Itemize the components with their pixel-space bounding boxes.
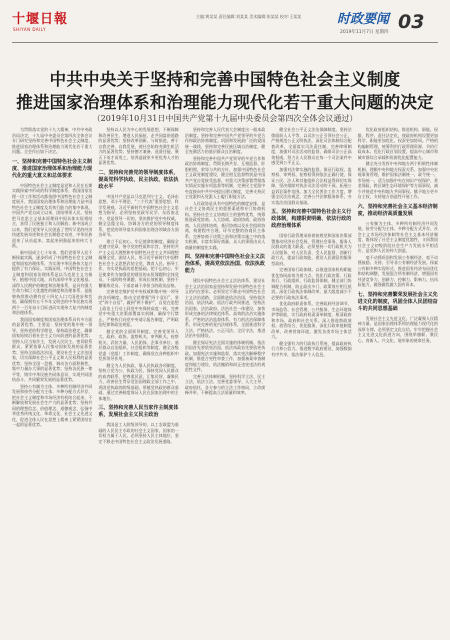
- body-paragraph: 建设中国特色社会主义法治体系、建设社会主义法治国家是坚持和发展中国特色社会主义的内在要求。必须坚定不移走中国特色社会主义法治道路，全面推进依法治国，坚持依法治国、依法执政、依法行政共同推进，坚持法治国家、法治政府、法治社会一体建设，加快形成完备的法律规范体系、高效的法治实施体系、严密的法治监督体系、有力的法治保障体系，形成完善的党内法规体系，全面推进科学立法、严格执法、公正司法、全民守法，推进法治中国建设。: [184, 278, 266, 338]
- article-column: [12, 127, 92, 635]
- issue-date: 2019年11月7日 星期四: [340, 30, 389, 35]
- body-paragraph: 我国国家制度和国家治理体系具有多方面的显著优势，主要是：坚持党的集中统一领导，坚持党的科学理论，保持政治稳定，确保国家始终沿着社会主义方向前进的显著优势；坚持人民当家作主，发展人民民主，密切联系群众，紧紧依靠人民推动国家发展的显著优势；坚持全面依法治国，建设社会主义法治国家，切实保障社会公平正义和人民权利的显著优势；坚持全国一盘棋，调动各方面积极性，集中力量办大事的显著优势；坚持各民族一律平等，铸牢中华民族共同体意识，实现共同团结奋斗、共同繁荣发展的显著优势。: [12, 316, 93, 382]
- section-title: 时政要闻: [337, 12, 390, 27]
- body-paragraph: 完善立法体制机制。坚持科学立法、民主立法、依法立法，完善党委领导、人大主导、政府依托、各方参与的立法工作格局，立改废释并举，不断提高立法质量和效率。: [184, 373, 266, 395]
- body-paragraph: 国家行政管理承担着按照党和国家决策部署推动经济社会发展、管理社会事务、服务人民群众的重大职责。必须坚持一切行政机关为人民服务、对人民负责、受人民监督，创新行政方式，提高行政效能，建设人民满意的服务型政府。: [271, 233, 352, 266]
- section-heading: 六、坚持和完善社会主义基本经济制度，推动经济高质量发展: [357, 203, 438, 217]
- body-paragraph: 坚持以人民为中心的发展思想，不断保障和改善民生、增进人民福祉，走共同富裕道路的显著优势；坚持改革创新、与时俱进，善于自我完善、自我发展，使社会始终充满生机活力的显著优势；坚持德才兼备、选贤任能，聚天下英才而用之，培养造就更多更优秀人才的显著优势。: [98, 127, 179, 165]
- body-paragraph: 坚持公有制为主体、多种所有制经济共同发展和按劳分配为主体、多种分配方式并存，把社会主义制度和市场经济有机结合起来，不断解放和发展社会生产力的显著优势；坚持共同的理想信念、价值理念、道德观念，弘扬中华优秀传统文化、革命文化、社会主义先进文化，促进全体人民在思想上精神上紧紧团结在一起的显著优势。: [12, 383, 93, 427]
- article-body: [12, 127, 438, 635]
- article-column: [185, 127, 265, 635]
- header-divider: [12, 42, 438, 43]
- article-column: [271, 127, 351, 635]
- newspaper-logo: 十堰日報: [12, 12, 69, 27]
- body-paragraph: 健全为人民执政、靠人民执政各项制度。坚持立党为公、执政为民，保持党同人民群众的血肉联系，把尊重民意、汇集民智、凝聚民力、改善民生贯穿党治国理政全部工作之中，巩固党执政的阶级基础，厚植党执政的群众基础，通过完善制度保证人民在国家治理中的主体地位。: [98, 362, 179, 401]
- body-paragraph: 健全保证宪法全面实施的体制机制。依法治国首先要依宪治国，依法执政首先要依宪执政。加强宪法实施和监督，落实宪法解释程序机制，推进合宪性审查工作，加强备案审查制度和能力建设，依法撤销和纠正违宪违法的规范性文件。: [184, 339, 266, 372]
- section-heading: 四、坚持和完善中国特色社会主义法治体系，提高党依法治国、依法执政能力: [184, 254, 265, 274]
- headline-line-1: 中共中央关于坚持和完善中国特色社会主义制度: [49, 70, 401, 89]
- section-heading: 一、坚持和完善中国特色社会主义制度、推进国家治理体系和治理能力现代化的重大意义和总体要求: [12, 158, 93, 179]
- body-paragraph: 新中国成立七十年来，我们党领导人民不断探索实践，逐步形成了中国特色社会主义制度和国家治理体系，为实现中华民族伟大复兴提供了有力保证。实践证明，中国特色社会主义制度和国家治理体系是以马克思主义为指导、植根中国大地、具有深厚中华文化根基、深得人民拥护的制度和治理体系，是具有强大生命力和巨大优越性的制度和治理体系，是能够持续推动拥有近十四亿人口大国进步和发展、确保拥有五千多年文明史的中华民族实现两个一百年奋斗目标进而实现伟大复兴的制度和治理体系。: [12, 249, 93, 315]
- body-paragraph: 坚持和完善人民代表大会制度这一根本政治制度。坚持和完善中国共产党领导的多党合作和政治协商制度。巩固和发展最广泛的爱国统一战线，坚持和完善民族区域自治制度，健全充满活力的基层群众自治制度。: [184, 127, 266, 154]
- newspaper-logo-subtitle: SHIYAN DAILY: [13, 27, 46, 32]
- section-heading: 七、坚持和完善繁荣发展社会主义先进文化的制度，巩固全体人民团结奋斗的共同思想基础: [357, 291, 438, 312]
- body-paragraph: 健全强有力的行政执行系统，提高政府执行力和公信力。推进数字政府建设，加强数据有序共享，依法保护个人信息。: [271, 340, 352, 357]
- body-paragraph: 优化政府组织结构。推进机构、职能、权限、程序、责任法定化，使政府机构设置更加科学、职能更加优化、权责更加协同。严格机构编制管理，统筹利用行政管理资源，节约行政成本。优化行政区划设置，提高中心城市和城市群综合承载和资源优化配置能力。: [357, 127, 439, 160]
- body-paragraph: 健全充分发挥中央和地方两个积极性体制机制。理顺中央和地方权责关系，加强中央宏观事务管理，维护国家法制统一、政令统一、市场统一。适当加强中央在知识产权保护、养老保险、跨区域生态环境保护等方面事权，减少并规范中央和地方共同事权。赋予地方更多自主权，支持地方创造性开展工作。: [357, 161, 439, 199]
- section-heading: 五、坚持和完善中国特色社会主义行政体制，构建职责明确、依法行政的政府治理体系: [271, 209, 352, 229]
- article-column: [98, 127, 178, 635]
- body-paragraph: 加强对法律实施的监督。保证行政权、监察权、审判权、检察权得到依法正确行使，保证公民、法人和其他组织合法权益得到切实保障，坚决排除对执法司法活动的干预。拓展公益诉讼案件范围。加大全民普法工作力度，增强全民法治观念，完善公共法律服务体系，夯实依法治国群众基础。: [271, 166, 352, 205]
- headline-line-2: 推进国家治理体系和治理能力现代化若干重大问题的决定: [16, 93, 434, 112]
- body-paragraph: 完善坚定维护党中央权威和集中统一领导的各项制度。推动全党增强“四个意识”、坚定“四个自信”、做到“两个维护”，自觉在思想上政治上行动上同党中央保持高度一致。完善党中央重大决策部署落实机制，确保令行禁止。严格执行向党中央请示报告制度，严明政治纪律和政治规矩。: [98, 289, 179, 327]
- body-paragraph: 毫不动摇巩固和发展公有制经济，毫不动摇鼓励、支持、引导非公有制经济发展。探索公有制多种实现形式，推进国有经济布局优化和结构调整，发展混合所有制经济，增强国有经济竞争力、创新力、控制力、影响力、抗风险能力，做强做优做大国有资本。: [357, 254, 439, 287]
- body-paragraph: 中国共产党是以马克思列宁主义、毛泽东思想、邓小平理论、“三个代表”重要思想、科学发展观、习近平新时代中国特色社会主义思想为指导，必须坚持党政军民学、东西南北中，党是领导一切的，坚决维护党中央权威，健全总揽全局、协调各方的党的领导制度体系，把党的领导落实到国家治理各领域各方面各环节。: [98, 193, 179, 237]
- page-number: 03: [398, 11, 425, 33]
- body-paragraph: 健全党的全面领导制度。完善党领导人大、政府、政协、监察机关、审判机关、检察机关、武装力量、人民团体、企事业单位、基层群众自治组织、社会组织等制度，健全各级党委（党组）工作制度，确保党在各种组织中发挥领导作用。: [98, 328, 179, 361]
- masthead: [0, 0, 450, 42]
- section-heading: 二、坚持和完善党的领导制度体系，提高党科学执政、民主执政、依法执政水平: [98, 169, 179, 190]
- body-paragraph: 中国特色社会主义制度是党和人民在长期实践探索中形成的科学制度体系，我国国家治理一切工作和活动都依照中国特色社会主义制度展开，我国国家治理体系和治理能力是中国特色社会主义制度及其执行能力的集中体现。中国共产党自成立以来，团结带领人民，坚持把马克思主义基本原理同中国具体实际相结合，获得了民族独立和人民解放；新中国成立以来，我们党领导人民创造了世所罕见的经济快速发展奇迹和社会长期稳定奇迹，中华民族迎来了从站起来、富起来到强起来的伟大飞跃。: [12, 182, 93, 248]
- body-paragraph: 发展社会主义先进文化、广泛凝聚人民精神力量，是国家治理体系和治理能力现代化的深厚支撑。必须坚定文化自信，牢牢把握社会主义先进文化前进方向，围绕举旗帜、聚民心、育新人、兴文化、展形象的使命任务。: [357, 315, 439, 343]
- section-heading: 三、坚持和完善人民当家作主制度体系，发展社会主义民主政治: [98, 405, 179, 418]
- body-paragraph: 我国是工人阶级领导的、以工农联盟为基础的人民民主专政的社会主义国家，国家的一切权力属于人民。必须坚持人民主体地位，坚定不移走中国特色社会主义政治发展道路。: [98, 422, 179, 444]
- body-paragraph: 坚持和完善中国共产党领导的多党合作和政治协商制度。贯彻长期共存、互相监督、肝胆相照、荣辱与共的方针，加强中国特色社会主义政党制度建设，健全相互监督特别是中国共产党自觉接受监督、对重大决策部署贯彻落实情况实施专项监督等机制，完善民主党派中央直接向中共中央提出建议制度，完善支持民主党派和无党派人士履行职能方法。: [184, 155, 266, 199]
- editor-credits: 主编:黄某某 责任编辑:刘某某 美术编辑:张某某 校对:王某某: [196, 14, 302, 19]
- body-paragraph: 优化政府职责体系。完善政府经济调节、市场监管、社会管理、公共服务、生态环境保护等职能，实行政府权责清单制度，厘清政府和市场、政府和社会关系。深入推进简政放权、放管结合、优化服务，深化行政审批制度改革，改善营商环境，激发各类市场主体活力。: [271, 301, 352, 339]
- headline-subtitle: （2019年10月31日中国共产党第十九届中央委员会第四次全体会议通过）: [92, 114, 358, 123]
- body-paragraph: 为贯彻落实党的十九大精神，中共中央政治局决定，十九届中央委员会第四次全体会议专门研究坚持和完善中国特色社会主义制度、推进国家治理体系和治理能力现代化若干重大问题。全会作出如下决定。: [12, 127, 93, 154]
- body-paragraph: 健全社会公平正义法治保障制度。坚持法律面前人人平等，以司法公正引领社会公正，严格规范公正文明执法，深化司法体制综合配套改革，全面落实司法责任制，完善律师制度，加强对司法活动的监督，确保司法公正高效权威，努力让人民群众在每一个司法案件中感受到公平正义。: [271, 127, 352, 165]
- body-paragraph: 公有制为主体、多种所有制经济共同发展，按劳分配为主体、多种分配方式并存，社会主义市场经济体制等社会主义基本经济制度，既体现了社会主义制度优越性，又同我国社会主义初级阶段社会生产力发展水平相适应，是党和人民的伟大创造。: [357, 220, 439, 253]
- article-column: [358, 127, 438, 635]
- body-paragraph: 完善国家行政体制。以推进国家机构职能优化协同高效为着力点，优化行政决策、行政执行、行政组织、行政监督体制。健全部门协调配合机制，防止政出多门、政策效应相互抵消。深化行政执法体制改革，最大限度减少不必要的行政执法事项。: [271, 267, 352, 300]
- body-paragraph: 建立不忘初心、牢记使命的制度。确保全党遵守党章，恪守党的性质和宗旨，坚持用共产主义远大理想和中国特色社会主义共同理想凝聚全党、团结人民，用习近平新时代中国特色社会主义思想武装全党、教育人民、指导工作，夯实党执政的思想基础。把不忘初心、牢记使命作为加强党的建设的永恒课题和全体党员、干部的终身课题，形成长效机制，坚持不懈锤炼党员、干部忠诚干净担当的政治品格。: [98, 238, 179, 288]
- body-paragraph: 人民政协是具有中国特色的制度安排，是社会主义协商民主的重要渠道和专门协商机构。坚持社会主义协商民主的独特优势，统筹推进政党协商、人大协商、政府协商、政协协商、人民团体协商、基层协商以及社会组织协商，构建程序合理、环节完整的协商民主体系，完善协商于决策之前和决策实施之中的落实机制，丰富有事好商量、众人的事情由众人商量的制度化实践。: [184, 200, 266, 250]
